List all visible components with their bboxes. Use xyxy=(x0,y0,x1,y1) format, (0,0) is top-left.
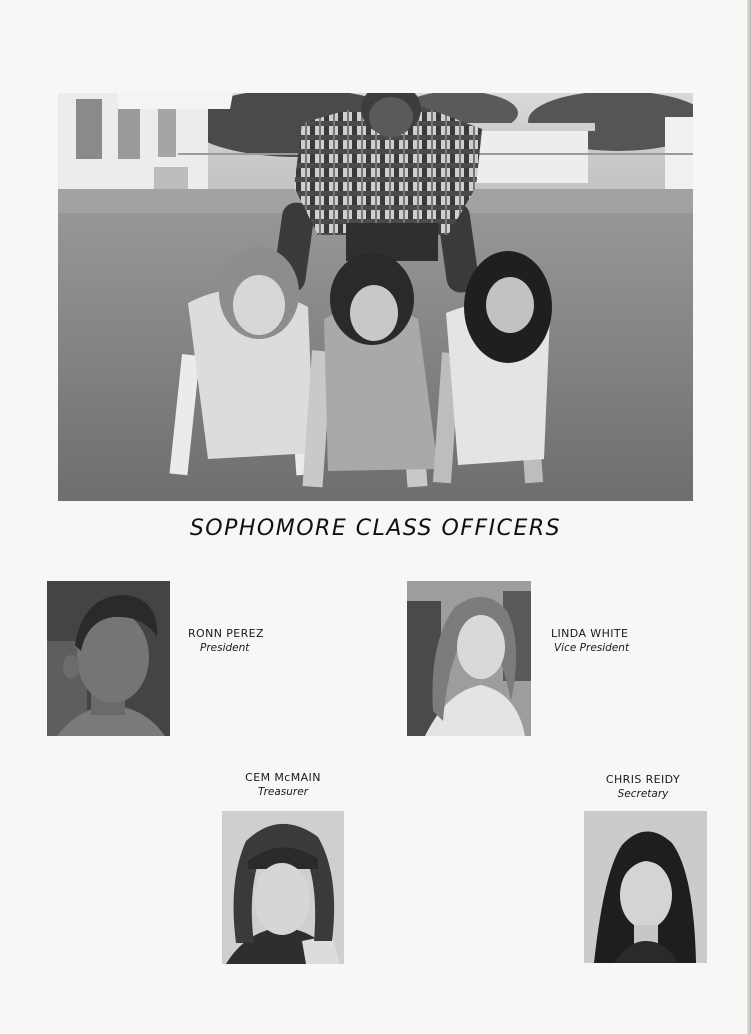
portrait-president xyxy=(47,581,170,736)
caption-secretary xyxy=(584,773,702,801)
portrait-vice-president xyxy=(407,581,531,736)
portrait-treasurer xyxy=(222,811,344,964)
page-title: SOPHOMORE CLASS OFFICERS xyxy=(189,516,562,541)
officer-name: CEM McMAIN xyxy=(245,771,321,784)
caption-president xyxy=(188,627,264,655)
caption-treasurer xyxy=(222,771,344,799)
officer-name: RONN PEREZ xyxy=(188,627,264,640)
officer-role: Vice President xyxy=(554,642,630,654)
caption-vice-president xyxy=(551,627,629,655)
portrait-secretary xyxy=(584,811,707,963)
group-photo xyxy=(58,93,693,501)
officer-name: LINDA WHITE xyxy=(551,627,629,640)
officer-role: Secretary xyxy=(617,788,669,800)
officer-role: Treasurer xyxy=(257,786,309,798)
officer-role: President xyxy=(200,642,250,654)
officer-name: CHRIS REIDY xyxy=(605,773,681,786)
